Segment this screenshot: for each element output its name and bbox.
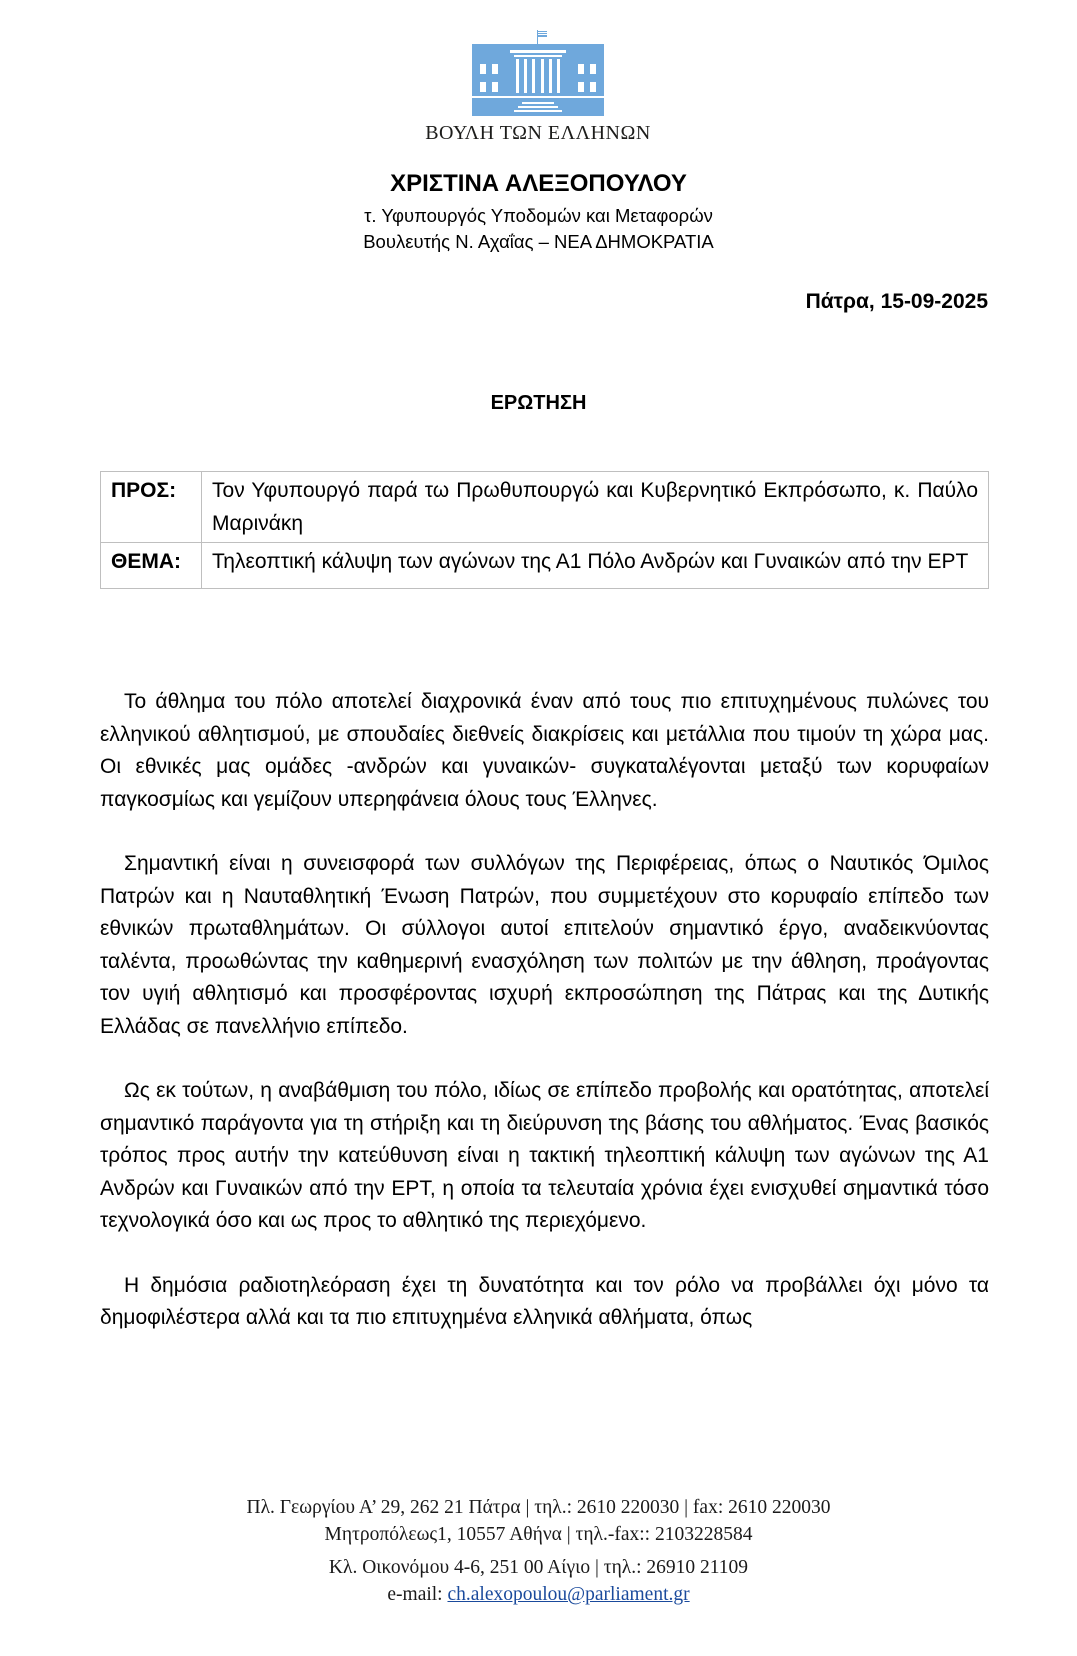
- body-paragraph-3: Ως εκ τούτων, η αναβάθμιση του πόλο, ιδίως σε επίπεδο προβολής και ορατότητας, αποτελεί σημαντικό παράγοντα για τη στήριξη και τη διεύρυνση της βάσης του αθλήματος. Ένας βασικός τρόπος προς αυτήν την κατεύθυνση είναι η τακτική τηλεοπτική κάλυψη των αγώνων της Α1 Ανδρών και Γυναικών από την ΕΡΤ, η οποία τα τελευταία χρόνια έχει ενισχυθεί σημαντικά τόσο τεχνολογικά όσο και ως προς το αθλητικό της περιεχόμενο.: [100, 1079, 989, 1232]
- addressee-table: [100, 471, 989, 589]
- footer-address-patra: Πλ. Γεωργίου Α’ 29, 262 21 Πάτρα | τηλ.: 2610 220030 | fax: 2610 220030: [246, 1497, 831, 1518]
- footer-address-athens: Μητροπόλεως1, 10557 Αθήνα | τηλ.-fax:: 2103228584: [324, 1524, 753, 1545]
- to-label: ΠΡΟΣ:: [101, 472, 202, 543]
- sender-constituency: Βουλευτής Ν. Αχαΐας – ΝΕΑ ΔΗΜΟΚΡΑΤΙΑ: [363, 231, 714, 252]
- table-row: [101, 472, 989, 543]
- subject-label: ΘΕΜΑ:: [101, 543, 202, 589]
- body-paragraph-4: Η δημόσια ραδιοτηλεόραση έχει τη δυνατότητα και τον ρόλο να προβάλλει όχι μόνο τα δημοφιλέστερα αλλά και τα πιο επιτυχημένα ελληνικά αθλήματα, όπως: [100, 1273, 989, 1329]
- document-title: ΕΡΩΤΗΣΗ: [490, 392, 587, 414]
- body-paragraph-2: Σημαντική είναι η συνεισφορά των συλλόγων της Περιφέρειας, όπως ο Ναυτικός Όμιλος Πατρών και η Ναυταθλητική Ένωση Πατρών, που συμμετέχουν στο κορυφαίο επίπεδο των εθνικών πρωταθλημάτων. Οι σύλλογοι αυτοί επιτελούν σημαντικό έργο, αναδεικνύοντας ταλέντα, προωθώντας την καθημερινή ενασχόληση των πολιτών με την άθληση, προάγοντας τον υγιή αθλητισμό και προσφέροντας ισχυρή εκπροσώπηση της Πάτρας και της Δυτικής Ελλάδας σε πανελλήνιο επίπεδο.: [100, 852, 989, 1038]
- footer-email-label: e-mail:: [387, 1584, 443, 1605]
- logo-caption: ΒΟΥΛΗ ΤΩΝ ΕΛΛΗΝΩΝ: [425, 122, 651, 144]
- footer-email-line: [0, 1581, 1077, 1608]
- sender-role: τ. Υφυπουργός Υποδομών και Μεταφορών: [364, 205, 713, 226]
- table-row: [101, 543, 989, 589]
- sender-name: ΧΡΙΣΤΙΝΑ ΑΛΕΞΟΠΟΥΛΟΥ: [390, 170, 687, 197]
- to-value: Τον Υφυπουργό παρά τω Πρωθυπουργώ και Κυβερνητικό Εκπρόσωπο, κ. Παύλο Μαρινάκη: [202, 472, 989, 543]
- footer-email-link[interactable]: ch.alexopoulou@parliament.gr: [447, 1584, 690, 1605]
- body-text: [100, 686, 989, 1367]
- subject-value: Τηλεοπτική κάλυψη των αγώνων της Α1 Πόλο Ανδρών και Γυναικών από την ΕΡΤ: [202, 543, 989, 589]
- body-paragraph-1: Το άθλημα του πόλο αποτελεί διαχρονικά έναν από τους πιο επιτυχημένους πυλώνες του ελληνικού αθλητισμού, με σπουδαίες διεθνείς διακρίσεις και μετάλλια που τιμούν τη χώρα μας. Οι εθνικές μας ομάδες -ανδρών και γυναικών- συγκαταλέγονται μεταξύ των κορυφαίων παγκοσμίως και γεμίζουν υπερηφάνεια όλους τους Έλληνες.: [100, 690, 989, 811]
- date-line: Πάτρα, 15-09-2025: [805, 290, 988, 313]
- footer: [0, 1494, 1077, 1608]
- footer-address-aigio: Κλ. Οικονόμου 4-6, 251 00 Αίγιο | τηλ.: 26910 21109: [328, 1557, 749, 1578]
- parliament-logo: [472, 28, 604, 116]
